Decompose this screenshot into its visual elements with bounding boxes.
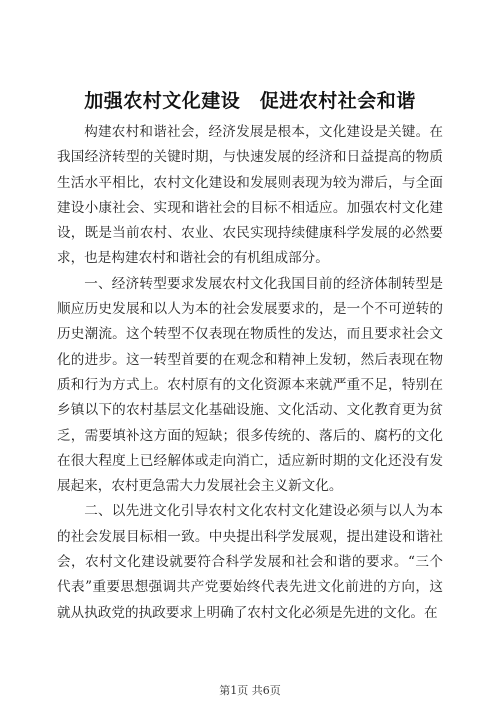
document-body: [57, 120, 443, 626]
page-number-footer: 第1页 共6页: [219, 684, 281, 697]
paragraph-section-one: 一、经济转型要求发展农村文化我国目前的经济体制转型是顺应历史发展和以人为本的社会发展要求的，是一个不可逆转的历史潮流。这个转型不仅表现在物质性的发达，而且要求社会文化的进步。这一转型首要的在观念和精神上发轫，然后表现在物质和行为方式上。农村原有的文化资源本来就严重不足，特别在乡镇以下的农村基层文化基础设施、文化活动、文化教育更为贫乏，需要填补这方面的短缺；很多传统的、落后的、腐朽的文化在很大程度上已经解体或走向消亡，适应新时期的文化还没有发展起来，农村更急需大力发展社会主义新文化。: [57, 275, 443, 495]
document-title: 加强农村文化建设 促进农村社会和谐: [84, 90, 416, 112]
paragraph-intro: 构建农村和谐社会，经济发展是根本，文化建设是关键。在我国经济转型的关键时期，与快速发展的经济和日益提高的物质生活水平相比，农村文化建设和发展则表现为较为滞后，与全面建设小康社会、实现和谐社会的目标不相适应。加强农村文化建设，既是当前农村、农业、农民实现持续健康科学发展的必然要求，也是构建农村和谐社会的有机组成部分。: [57, 124, 443, 267]
paragraph-section-two: 二、以先进文化引导农村文化农村文化建设必须与以人为本的社会发展目标相一致。中央提出科学发展观，提出建设和谐社会，农村文化建设就要符合科学发展和社会和谐的要求。“三个代表”重要思想强调共产党要始终代表先进文化前进的方向，这就从执政党的执政要求上明确了农村文化必须是先进的文化。在: [57, 503, 443, 621]
